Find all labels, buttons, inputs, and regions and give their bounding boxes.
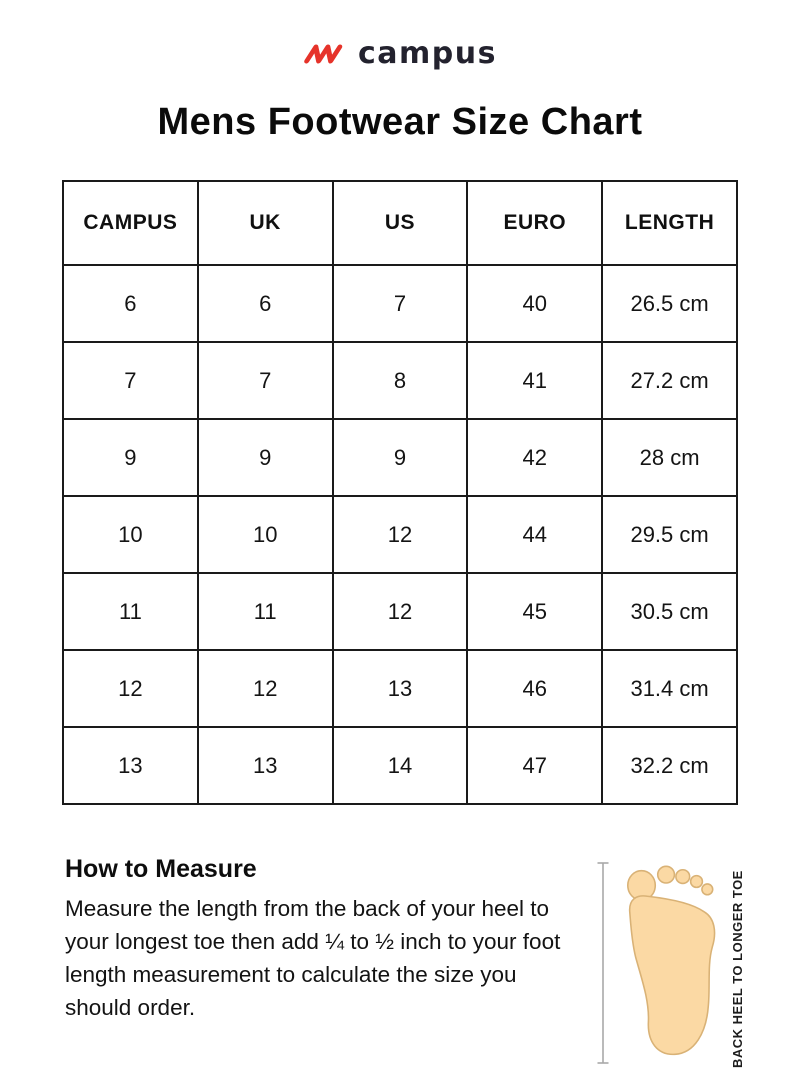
how-to-measure-body: Measure the length from the back of your heel to your longest toe then add ¼ to ½ inch to your foot length measurement to calculate the size you should order. (65, 896, 561, 1020)
cell-euro: 47 (467, 727, 602, 804)
cell-length: 29.5 cm (602, 496, 737, 573)
cell-us: 13 (333, 650, 468, 727)
page-title: Mens Footwear Size Chart (157, 101, 643, 143)
table-row (63, 727, 737, 804)
col-header-uk: UK (198, 181, 333, 265)
cell-campus: 12 (63, 650, 198, 727)
table-row (63, 342, 737, 419)
table-row (63, 419, 737, 496)
cell-campus: 6 (63, 265, 198, 342)
cell-us: 8 (333, 342, 468, 419)
col-header-length: LENGTH (602, 181, 737, 265)
cell-campus: 7 (63, 342, 198, 419)
cell-campus: 13 (63, 727, 198, 804)
cell-length: 32.2 cm (602, 727, 737, 804)
cell-euro: 45 (467, 573, 602, 650)
cell-uk: 10 (198, 496, 333, 573)
size-table (62, 180, 738, 805)
cell-us: 14 (333, 727, 468, 804)
cell-uk: 7 (198, 342, 333, 419)
cell-euro: 42 (467, 419, 602, 496)
cell-length: 26.5 cm (602, 265, 737, 342)
how-to-measure-section (65, 855, 745, 1074)
cell-euro: 44 (467, 496, 602, 573)
cell-us: 12 (333, 573, 468, 650)
cell-uk: 13 (198, 727, 333, 804)
cell-euro: 41 (467, 342, 602, 419)
table-row (63, 650, 737, 727)
cell-uk: 11 (198, 573, 333, 650)
col-header-campus: CAMPUS (63, 181, 198, 265)
foot-measure-diagram (596, 857, 745, 1074)
cell-uk: 12 (198, 650, 333, 727)
campus-logo-text: campus (358, 36, 497, 71)
cell-campus: 11 (63, 573, 198, 650)
cell-us: 7 (333, 265, 468, 342)
cell-length: 27.2 cm (602, 342, 737, 419)
brand-header (0, 36, 800, 71)
col-header-us: US (333, 181, 468, 265)
measurement-line-icon (596, 857, 610, 1074)
foot-illustration-icon (616, 857, 724, 1074)
how-to-measure-heading: How to Measure (65, 855, 257, 883)
col-header-euro: EURO (467, 181, 602, 265)
cell-length: 31.4 cm (602, 650, 737, 727)
table-header-row (63, 181, 737, 265)
foot-diagram-label: BACK HEEL TO LONGER TOE (730, 870, 745, 1068)
cell-us: 9 (333, 419, 468, 496)
cell-uk: 6 (198, 265, 333, 342)
cell-campus: 9 (63, 419, 198, 496)
table-row (63, 265, 737, 342)
cell-campus: 10 (63, 496, 198, 573)
cell-length: 30.5 cm (602, 573, 737, 650)
how-to-measure-text (65, 855, 596, 1024)
cell-euro: 40 (467, 265, 602, 342)
cell-length: 28 cm (602, 419, 737, 496)
cell-euro: 46 (467, 650, 602, 727)
campus-swoosh-icon (303, 41, 349, 67)
cell-uk: 9 (198, 419, 333, 496)
table-row (63, 496, 737, 573)
cell-us: 12 (333, 496, 468, 573)
table-row (63, 573, 737, 650)
